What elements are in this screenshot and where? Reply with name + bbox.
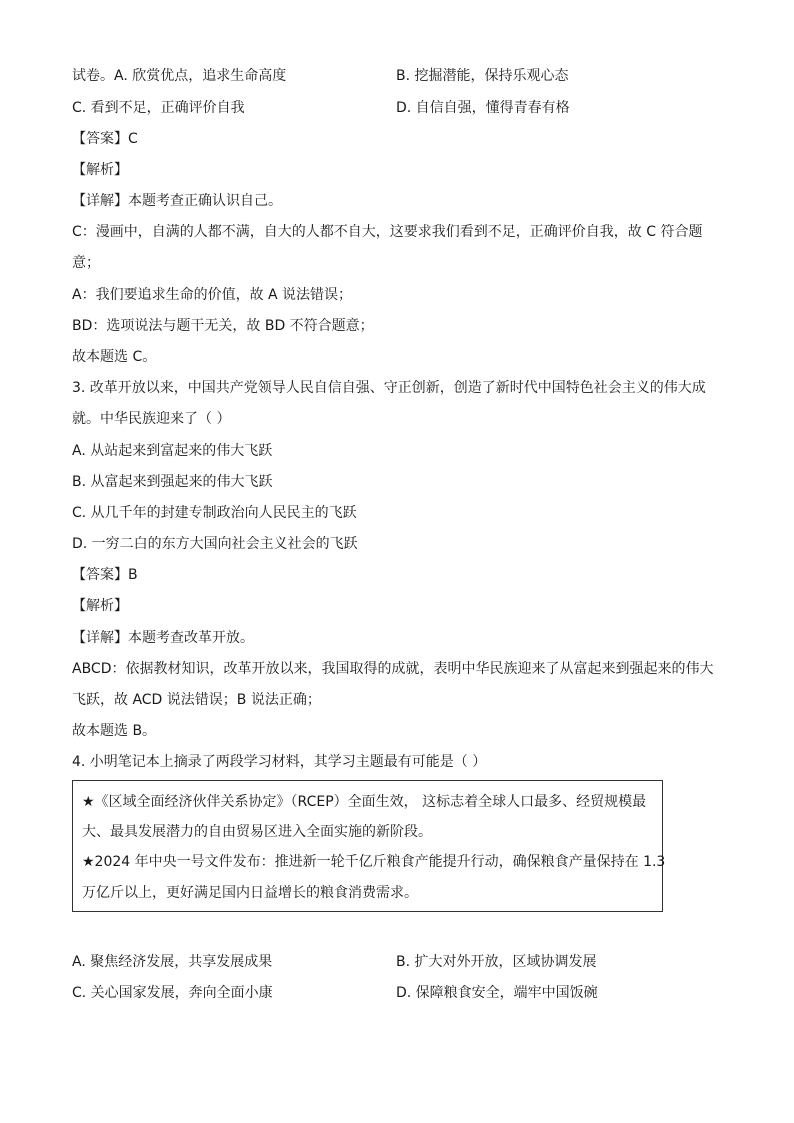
q2-explanation-bd: BD：选项说法与题干无关，故 BD 不符合题意；	[72, 318, 374, 334]
q2-option-a: 试卷。A. 欣赏优点，追求生命高度	[72, 68, 287, 84]
q4-option-b: B. 扩大对外开放，区域协调发展	[396, 954, 597, 970]
q3-option-a: A. 从站起来到富起来的伟大飞跃	[72, 443, 273, 459]
q4-option-a: A. 聚焦经济发展，共享发展成果	[72, 954, 273, 970]
q4-stem: 4. 小明笔记本上摘录了两段学习材料，其学习主题最有可能是（ ）	[72, 754, 487, 770]
q4-material-line3: ★2024 年中央一号文件发布：推进新一轮千亿斤粮食产能提升行动，确保粮食产量保持在 1.3	[82, 854, 666, 870]
q3-stem-line1: 3. 改革开放以来，中国共产党领导人民自信自强、守正创新，创造了新时代中国特色社会主义的伟大成	[72, 380, 706, 396]
q4-material-line1: ★《区域全面经济伙伴关系协定》（RCEP）全面生效， 这标志着全球人口最多、经贸规模最	[82, 794, 647, 810]
q3-answer: 【答案】B	[72, 567, 138, 583]
q3-option-b: B. 从富起来到强起来的伟大飞跃	[72, 474, 273, 490]
q4-material-line4: 万亿斤以上，更好满足国内日益增长的粮食消费需求。	[82, 885, 418, 901]
q4-material-box	[72, 780, 666, 912]
q3-analysis-label: 【解析】	[72, 598, 128, 614]
q2-explanation-a: A：我们要追求生命的价值，故 A 说法错误；	[72, 287, 353, 303]
q3-option-d: D. 一穷二白的东方大国向社会主义社会的飞跃	[72, 536, 358, 552]
q2-explanation-c-line1: C：漫画中，自满的人都不满，自大的人都不自大，这要求我们看到不足，正确评价自我，故 C 符合题	[72, 224, 703, 240]
q3-explanation-line1: ABCD：依据教材知识，改革开放以来，我国取得的成就，表明中华民族迎来了从富起来到强起来的伟大	[72, 661, 714, 677]
q2-option-b: B. 挖掘潜能，保持乐观心态	[396, 68, 569, 84]
q3-option-c: C. 从几千年的封建专制政治向人民民主的飞跃	[72, 505, 357, 521]
q4-option-d: D. 保障粮食安全，端牢中国饭碗	[396, 985, 598, 1001]
q2-analysis-label: 【解析】	[72, 162, 128, 178]
q2-answer: 【答案】C	[72, 131, 138, 147]
q2-detail: 【详解】本题考查正确认识自己。	[72, 193, 282, 209]
q2-option-d: D. 自信自强，懂得青春有格	[396, 100, 570, 116]
q3-explanation-line2: 飞跃，故 ACD 说法错误；B 说法正确；	[72, 692, 321, 708]
q4-material-line2: 大、最具发展潜力的自由贸易区进入全面实施的新阶段。	[82, 824, 432, 840]
q4-option-c: C. 关心国家发展，奔向全面小康	[72, 985, 273, 1001]
q2-conclusion: 故本题选 C。	[72, 349, 157, 365]
q3-stem-line2: 就。中华民族迎来了（ ）	[72, 411, 231, 427]
q3-detail: 【详解】本题考查改革开放。	[72, 630, 254, 646]
q2-explanation-c-line2: 意；	[72, 255, 100, 271]
q3-conclusion: 故本题选 B。	[72, 723, 157, 739]
q2-option-c: C. 看到不足，正确评价自我	[72, 100, 245, 116]
